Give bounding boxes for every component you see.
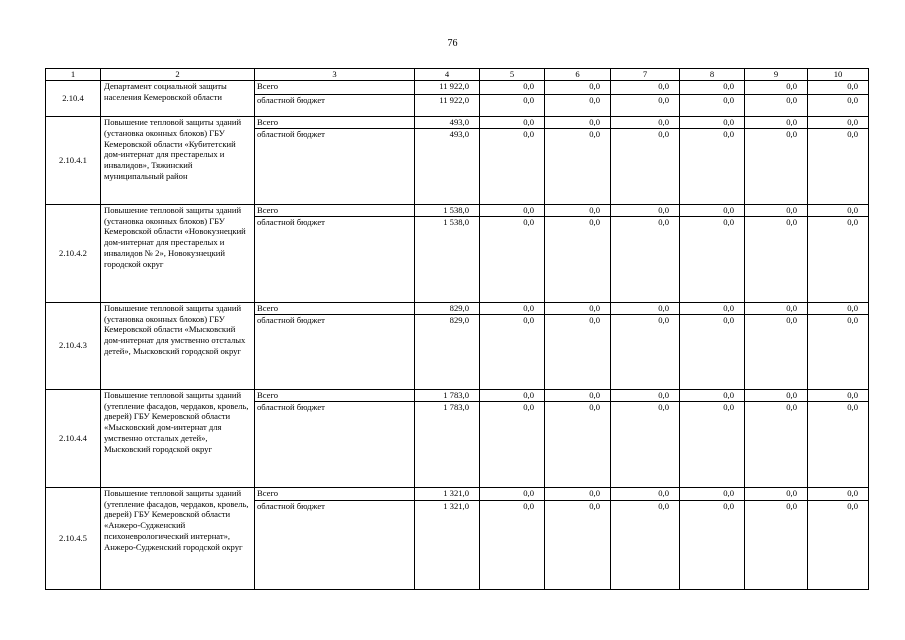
budget-table	[45, 68, 869, 590]
value-cell: 0,0	[745, 401, 808, 487]
header-cell: 9	[745, 69, 808, 81]
value-cell: 0,0	[745, 81, 808, 95]
table-row	[46, 81, 869, 95]
value-cell: 0,0	[808, 302, 869, 314]
value-cell: 0,0	[545, 95, 611, 117]
value-cell: 11 922,0	[415, 81, 480, 95]
value-cell: 0,0	[480, 302, 545, 314]
value-cell: 0,0	[680, 81, 745, 95]
table-row	[46, 487, 869, 500]
value-cell: 0,0	[808, 389, 869, 401]
value-cell: 0,0	[808, 117, 869, 129]
value-cell: 0,0	[680, 314, 745, 389]
funding-source: Всего	[255, 487, 415, 500]
table-body	[46, 81, 869, 590]
row-code: 2.10.4.5	[46, 487, 101, 589]
value-cell: 0,0	[611, 117, 680, 129]
value-cell: 0,0	[680, 302, 745, 314]
value-cell: 11 922,0	[415, 95, 480, 117]
value-cell: 1 321,0	[415, 487, 480, 500]
value-cell: 0,0	[745, 117, 808, 129]
value-cell: 0,0	[611, 81, 680, 95]
row-name: Повышение тепловой защиты зданий (утепление фасадов, чердаков, кровель, дверей) ГБУ Кемеровской области «Анжеро-Судженский психоневрологический интернат», Анжеро-Судженский городской округ	[101, 487, 255, 589]
row-name: Департамент социальной защиты населения Кемеровской области	[101, 81, 255, 117]
value-cell: 0,0	[808, 204, 869, 216]
value-cell: 0,0	[480, 117, 545, 129]
header-cell: 8	[680, 69, 745, 81]
value-cell: 0,0	[745, 128, 808, 204]
value-cell: 0,0	[808, 216, 869, 302]
value-cell: 0,0	[611, 302, 680, 314]
funding-source: областной бюджет	[255, 500, 415, 589]
value-cell: 1 538,0	[415, 216, 480, 302]
funding-source: Всего	[255, 389, 415, 401]
value-cell: 0,0	[808, 128, 869, 204]
value-cell: 0,0	[611, 95, 680, 117]
value-cell: 1 783,0	[415, 401, 480, 487]
value-cell: 0,0	[545, 500, 611, 589]
value-cell: 0,0	[480, 314, 545, 389]
value-cell: 0,0	[745, 389, 808, 401]
value-cell: 0,0	[611, 500, 680, 589]
header-cell: 3	[255, 69, 415, 81]
value-cell: 0,0	[808, 500, 869, 589]
value-cell: 0,0	[480, 500, 545, 589]
header-cell: 7	[611, 69, 680, 81]
value-cell: 0,0	[745, 204, 808, 216]
funding-source: областной бюджет	[255, 216, 415, 302]
value-cell: 829,0	[415, 314, 480, 389]
value-cell: 0,0	[545, 204, 611, 216]
row-code: 2.10.4.2	[46, 204, 101, 302]
row-code: 2.10.4.1	[46, 117, 101, 205]
value-cell: 0,0	[545, 487, 611, 500]
value-cell: 0,0	[480, 81, 545, 95]
value-cell: 0,0	[745, 314, 808, 389]
value-cell: 0,0	[480, 389, 545, 401]
value-cell: 0,0	[808, 401, 869, 487]
value-cell: 0,0	[545, 81, 611, 95]
header-cell: 2	[101, 69, 255, 81]
value-cell: 0,0	[680, 117, 745, 129]
row-name: Повышение тепловой защиты зданий (установка оконных блоков) ГБУ Кемеровской области «Новокузнецкий дом-интернат для престарелых и инвалидов № 2», Новокузнецкий городской округ	[101, 204, 255, 302]
value-cell: 0,0	[808, 95, 869, 117]
value-cell: 0,0	[745, 95, 808, 117]
value-cell: 0,0	[611, 128, 680, 204]
value-cell: 0,0	[680, 95, 745, 117]
value-cell: 0,0	[545, 389, 611, 401]
value-cell: 0,0	[680, 500, 745, 589]
row-name: Повышение тепловой защиты зданий (утепление фасадов, чердаков, кровель, дверей) ГБУ Кемеровской области «Мысковский дом-интернат для умственно отсталых детей», Мысковский городской округ	[101, 389, 255, 487]
value-cell: 0,0	[808, 487, 869, 500]
value-cell: 0,0	[545, 216, 611, 302]
table-row	[46, 117, 869, 129]
row-code: 2.10.4.4	[46, 389, 101, 487]
value-cell: 0,0	[480, 95, 545, 117]
header-cell: 10	[808, 69, 869, 81]
funding-source: Всего	[255, 117, 415, 129]
value-cell: 0,0	[545, 401, 611, 487]
table-row	[46, 302, 869, 314]
funding-source: областной бюджет	[255, 401, 415, 487]
value-cell: 0,0	[480, 216, 545, 302]
funding-source: Всего	[255, 204, 415, 216]
funding-source: Всего	[255, 302, 415, 314]
funding-source: областной бюджет	[255, 128, 415, 204]
value-cell: 0,0	[611, 216, 680, 302]
value-cell: 0,0	[611, 389, 680, 401]
value-cell: 0,0	[611, 204, 680, 216]
value-cell: 0,0	[680, 389, 745, 401]
value-cell: 0,0	[611, 401, 680, 487]
row-code: 2.10.4.3	[46, 302, 101, 389]
funding-source: Всего	[255, 81, 415, 95]
page-number: 76	[447, 38, 458, 49]
value-cell: 493,0	[415, 117, 480, 129]
value-cell: 0,0	[680, 128, 745, 204]
value-cell: 0,0	[680, 216, 745, 302]
row-code: 2.10.4	[46, 81, 101, 117]
table-row	[46, 204, 869, 216]
value-cell: 0,0	[545, 302, 611, 314]
header-cell: 6	[545, 69, 611, 81]
funding-source: областной бюджет	[255, 314, 415, 389]
table-row	[46, 389, 869, 401]
value-cell: 0,0	[745, 500, 808, 589]
value-cell: 0,0	[680, 204, 745, 216]
value-cell: 0,0	[808, 314, 869, 389]
value-cell: 0,0	[611, 487, 680, 500]
value-cell: 0,0	[611, 314, 680, 389]
row-name: Повышение тепловой защиты зданий (установка оконных блоков) ГБУ Кемеровской области «Мысковский дом-интернат для умственно отсталых детей», Мысковский городской округ	[101, 302, 255, 389]
value-cell: 0,0	[680, 487, 745, 500]
funding-source: областной бюджет	[255, 95, 415, 117]
header-cell: 1	[46, 69, 101, 81]
header-cell: 4	[415, 69, 480, 81]
value-cell: 829,0	[415, 302, 480, 314]
value-cell: 493,0	[415, 128, 480, 204]
value-cell: 0,0	[480, 401, 545, 487]
value-cell: 0,0	[745, 216, 808, 302]
row-name: Повышение тепловой защиты зданий (установка оконных блоков) ГБУ Кемеровской области «Кубитетский дом-интернат для престарелых и инвалидов», Тяжинский муниципальный район	[101, 117, 255, 205]
value-cell: 0,0	[545, 128, 611, 204]
value-cell: 0,0	[480, 487, 545, 500]
value-cell: 0,0	[745, 487, 808, 500]
value-cell: 0,0	[680, 401, 745, 487]
value-cell: 0,0	[480, 128, 545, 204]
value-cell: 0,0	[745, 302, 808, 314]
value-cell: 0,0	[808, 81, 869, 95]
value-cell: 1 783,0	[415, 389, 480, 401]
header-cell: 5	[480, 69, 545, 81]
value-cell: 0,0	[480, 204, 545, 216]
header-row	[46, 69, 869, 81]
value-cell: 1 538,0	[415, 204, 480, 216]
value-cell: 0,0	[545, 314, 611, 389]
value-cell: 0,0	[545, 117, 611, 129]
value-cell: 1 321,0	[415, 500, 480, 589]
